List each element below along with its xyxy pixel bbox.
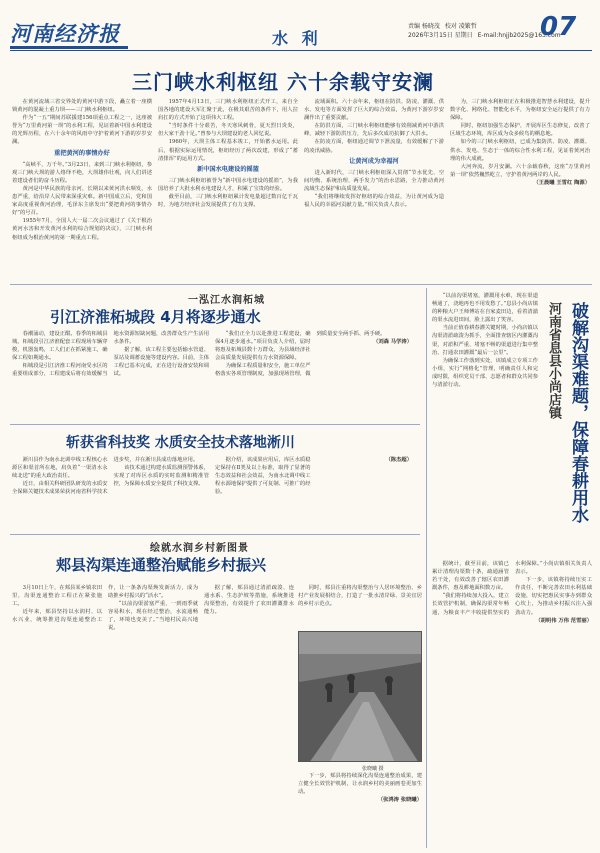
article2-kicker: 一泓江水润柘城 bbox=[188, 295, 265, 306]
paragraph: 当前正值春耕春灌关键时期，小尚店镇以沟渠清淤疏浚为抓手，全面排查辖区内灌溉沟渠，对淤积严重、堵塞不畅的渠道进行集中整治，打通农田灌溉“最后一公里”。 bbox=[432, 325, 538, 356]
article3-byline: （陈杰超） bbox=[385, 457, 412, 463]
article1-col2 bbox=[158, 98, 298, 280]
article5-body-bottom bbox=[432, 560, 592, 846]
masthead-rule bbox=[10, 50, 592, 51]
paragraph: 下一步，该镇将持续压实工作责任，不断完善农田水利基础设施，切实把惠民实事办到群众心坎上，为推动乡村振兴注入强劲动力。 bbox=[515, 577, 592, 616]
article5-title-kicker: 河南省息县小尚店镇 bbox=[546, 302, 561, 419]
logo-underline bbox=[10, 46, 128, 49]
paragraph: 1957年4月13日，三门峡水利枢纽正式开工，来自全国各地的建设大军汇聚于此，在极其艰苦的条件下，用人拉肩扛的方式开始了这项伟大工程。 bbox=[158, 99, 298, 122]
article1-col1 bbox=[12, 98, 152, 280]
article1-col3 bbox=[304, 98, 444, 280]
photo-caption: 张晓曦 摄 bbox=[362, 766, 384, 772]
paragraph: 柘城段是引江济淮工程河南受水区的重要组成部分，工程建成后将有效缓解当地水资源短缺问题，改善群众生产生活用水条件。 bbox=[12, 331, 209, 378]
paragraph: 同时，枢纽加强生态保护，开展库区生态修复，改善了区域生态环境，库区成为众多候鸟的栖息地。 bbox=[450, 123, 590, 138]
paragraph: 3月10日上午，在郏县某乡镇农田里，沟渠连通整治工程正在紧张施工。 bbox=[12, 585, 102, 608]
paragraph: 据了解，郏县通过清淤疏浚、连通水系、生态护坡等措施，系统推进沟渠整治，有效提升了农田灌溉排水能力。 bbox=[204, 585, 294, 616]
editor: 责编 杨晓茂 bbox=[408, 23, 440, 30]
paragraph: “我们将持续加大投入，建立长效管护机制，确保沟渠常年畅通，为粮食丰产丰收提供坚实的水利保障。”小尚店镇相关负责人表示。 bbox=[432, 561, 592, 616]
paragraph: 春潮涌动，建设正酣。春季的柘城县城，柘城段引江济淮配套工程现场车辆穿梭，机器轰鸣，工人们正在抓紧施工，确保工程如期通水。 bbox=[12, 331, 108, 362]
paragraph: 近年来，郏县坚持以水润村、以水兴业，统筹推进沟渠连通整治工作，让一条条沟渠焕发新活力，成为助推乡村振兴的“活水”。 bbox=[12, 585, 198, 624]
article4-body-left bbox=[12, 584, 294, 846]
paragraph: 大河奔流，岁月安澜。六十余载春秋，这座“万里黄河第一坝”依然巍然屹立，守护着黄河两岸的人民。 bbox=[450, 163, 590, 178]
article3-title: 斩获省科技奖 水质安全技术落地淅川 bbox=[66, 435, 295, 451]
article2-title: 引江济淮柘城段 4月将逐步通水 bbox=[50, 308, 261, 326]
paragraph: 三门峡水利枢纽被誉为“新中国水电建设的摇篮”，为我国培养了大批水利水电建设人才，积累了宝贵的经验。 bbox=[158, 177, 298, 192]
paragraph: “我们将继续发挥好枢纽的综合效益，为让黄河成为造福人民的幸福河贡献力量。”相关负责人表示。 bbox=[304, 194, 444, 209]
article1-byline: （王晨曦 王雪红 陶源） bbox=[533, 179, 590, 186]
paragraph: 据了解，该工程主要包括输水管道、泵站及调蓄设施等建设内容。目前，主体工程已基本完成，正在进行设备安装和调试。 bbox=[113, 347, 209, 378]
article1-subheading: 重把黄河的事情办好 bbox=[54, 149, 110, 157]
paragraph: 下一步，郏县将持续深化沟渠连通整治成果，建立健全长效管护机制，让水润乡村的美丽画卷更加生动。 bbox=[298, 773, 422, 796]
divider bbox=[10, 534, 420, 535]
paragraph: 同时，郏县注重将沟渠整治与人居环境整治、乡村产业发展相结合，打造了一批水清岸绿、景美宜居的乡村示范点。 bbox=[298, 585, 422, 608]
article5-byline: （胡明伟 万伟 范雪丽） bbox=[535, 617, 592, 624]
article1-subheading: 新中国水电建设的摇篮 bbox=[197, 165, 259, 173]
paragraph: 该技术通过构建水质监测预警体系，实现了对库区水质的实时监测和精准管控，为保障水质安全提供了科技支撑。 bbox=[113, 465, 209, 488]
paragraph: 据介绍，该成果应用后，库区水质稳定保持在Ⅱ类及以上标准，取得了显著的生态效益和社会效益，为南水北调中线工程水源地保护提供了可复制、可推广的经验。 bbox=[215, 457, 311, 496]
article5-body-top bbox=[432, 292, 538, 552]
paragraph: “以前沟渠淤塞严重，一到雨季就容易积水，现在经过整治，水流通畅了，环境也变美了。”当地村民高兴地说。 bbox=[108, 601, 198, 632]
paragraph: “以前沟渠堵塞，灌溉用水难，现在渠道畅通了，浇地再也不用发愁了。”息县小尚店镇的种粮大户王师傅站在自家麦田边，看着清澈的渠水流进田间，脸上露出了笑容。 bbox=[432, 293, 538, 324]
photo-image bbox=[299, 632, 422, 762]
paragraph: 如今的三门峡水利枢纽，已成为集防洪、防凌、灌溉、供水、发电、生态于一体的综合性水利工程，见证着黄河治理的伟大成就。 bbox=[450, 139, 590, 162]
paragraph: “高峡平，万千年。”3月23日，来到三门峡水利枢纽，参观三门峡大坝的游人络绎不绝，大坝雄伟壮观，向人们讲述着建设者们的奋斗历程。 bbox=[12, 161, 152, 184]
article1-subheading: 让黄河成为幸福河 bbox=[349, 157, 399, 165]
section-name: 水 利 bbox=[272, 29, 322, 48]
paragraph: 1955年7月，全国人大一届二次会议通过了《关于根治黄河水害和开发黄河水利的综合规划的决议》，三门峡水利枢纽成为根治黄河的第一期重点工程。 bbox=[12, 218, 152, 241]
page-number: 07 bbox=[540, 12, 577, 42]
divider bbox=[10, 424, 420, 425]
article1-title: 三门峡水利枢纽 六十余载守安澜 bbox=[132, 70, 434, 94]
contact-email: E-mail:hnjjb2025@163.com bbox=[477, 32, 561, 39]
paragraph: 1960年，大坝主体工程基本竣工，开始蓄水运用。此后，根据实际运用情况，枢纽经历了两次改建，形成了“蓄清排浑”的运用方式。 bbox=[158, 139, 298, 162]
newspaper-logo: 河南经济报 bbox=[10, 21, 120, 46]
column-divider bbox=[426, 288, 427, 848]
article1-col4 bbox=[450, 98, 590, 280]
paragraph: 在防凌方面，枢纽通过调节下泄流量，有效缓解了下游的凌汛威胁。 bbox=[304, 139, 444, 154]
article5-title-main: 破解沟渠难题，保障春耕用水 bbox=[568, 302, 588, 523]
article4-title: 郏县沟渠连通整治赋能乡村振兴 bbox=[56, 556, 267, 574]
farmland-photo bbox=[298, 631, 422, 762]
issue-date: 2026年3月15日 星期日 bbox=[408, 32, 473, 39]
article4-body-top-right bbox=[298, 584, 422, 628]
article2-byline: （刘森 马学涛） bbox=[373, 339, 412, 346]
paragraph: 流域面积。六十余年来，枢纽在防洪、防凌、灌溉、供水、发电等方面发挥了巨大的综合效益，为黄河下游岁岁安澜作出了重要贡献。 bbox=[304, 99, 444, 122]
paragraph: “我们正全力以赴推进工程建设，确保4月逐步通水。”项目负责人介绍，届时将惠及柘城县数十万群众，为县域经济社会高质量发展提供有力水资源保障。 bbox=[215, 331, 311, 362]
article3-body bbox=[12, 456, 412, 530]
article4-kicker: 绘就水润乡村新图景 bbox=[150, 543, 249, 554]
proofreader: 校对 凌繁哲 bbox=[444, 23, 477, 30]
paragraph: 截至目前，三门峡水利枢纽累计发电量超过数百亿千瓦时，为地方经济社会发展提供了有力支撑。 bbox=[158, 194, 298, 209]
paragraph: “当时条件十分艰苦，冬天寒风刺骨，夏天烈日炎炎，但大家干劲十足。”曾参与大坝建设的老人回忆说。 bbox=[158, 123, 298, 138]
paragraph: 作为“一五”期间苏联援建156项重点工程之一，这座被誉为“万里黄河第一坝”的水利工程，见证着新中国水利建设的光辉历程，在六十余年的风雨中守护着黄河下游的岁岁安澜。 bbox=[12, 115, 152, 146]
article4-byline: （张鸿涛 张晓曦） bbox=[377, 797, 422, 804]
paragraph: 淅川县作为南水北调中线工程核心水源区和渠首所在地，肩负着“一渠清水永续北送”的重大政治责任。 bbox=[12, 457, 108, 480]
article2-body bbox=[12, 330, 412, 420]
paragraph: 在防洪方面，三门峡水利枢纽能够有效削减黄河中游洪峰，减轻下游防洪压力，先后多次成功抗御了大洪水。 bbox=[304, 123, 444, 138]
paragraph: 为确保工程质量和安全，施工单位严格落实各项管理制度，加强现场管理，做到质量安全两手抓、两手硬。 bbox=[215, 331, 386, 378]
paragraph: 在黄河流域三省交界处的黄河中游下段，矗立着一座横锁黄河的混凝土重力坝——三门峡水利枢纽。 bbox=[12, 99, 152, 114]
divider bbox=[10, 284, 592, 285]
masthead bbox=[0, 0, 600, 56]
paragraph: 进入新时代，三门峡水利枢纽深入贯彻“节水优先、空间均衡、系统治理、两手发力”的治水思路，全力推动黄河流域生态保护和高质量发展。 bbox=[304, 169, 444, 192]
article4-body-bottom-right bbox=[298, 772, 422, 846]
paragraph: 为，三门峡水利枢纽正在积极推进智慧水利建设，提升数字化、网络化、智能化水平，为枢纽安全运行提供了有力保障。 bbox=[450, 99, 590, 122]
paragraph: 据统计，截至目前，该镇已累计清理沟渠数十条，疏通涵管若干处，有效改善了辖区农田灌溉条件，惠及耕地面积数万亩。 bbox=[432, 561, 509, 592]
paragraph: 近日，由相关科研团队研发的水质安全保障关键技术成果荣获河南省科学技术进步奖，并在淅川县成功落地应用。 bbox=[12, 457, 199, 496]
paragraph: 为确保工作落到实处，该镇成立专项工作小组，实行“网格化”管理，明确责任人和完成时限，组织党员干部、志愿者和群众共同参与清淤行动。 bbox=[432, 357, 538, 389]
paragraph: 黄河是中华民族的母亲河，长期以来黄河洪水频发，水患严重，给沿岸人民带来深重灾难。新中国成立后，党和国家高度重视黄河治理，毛泽东主席发出“要把黄河的事情办好”的号召。 bbox=[12, 185, 152, 217]
